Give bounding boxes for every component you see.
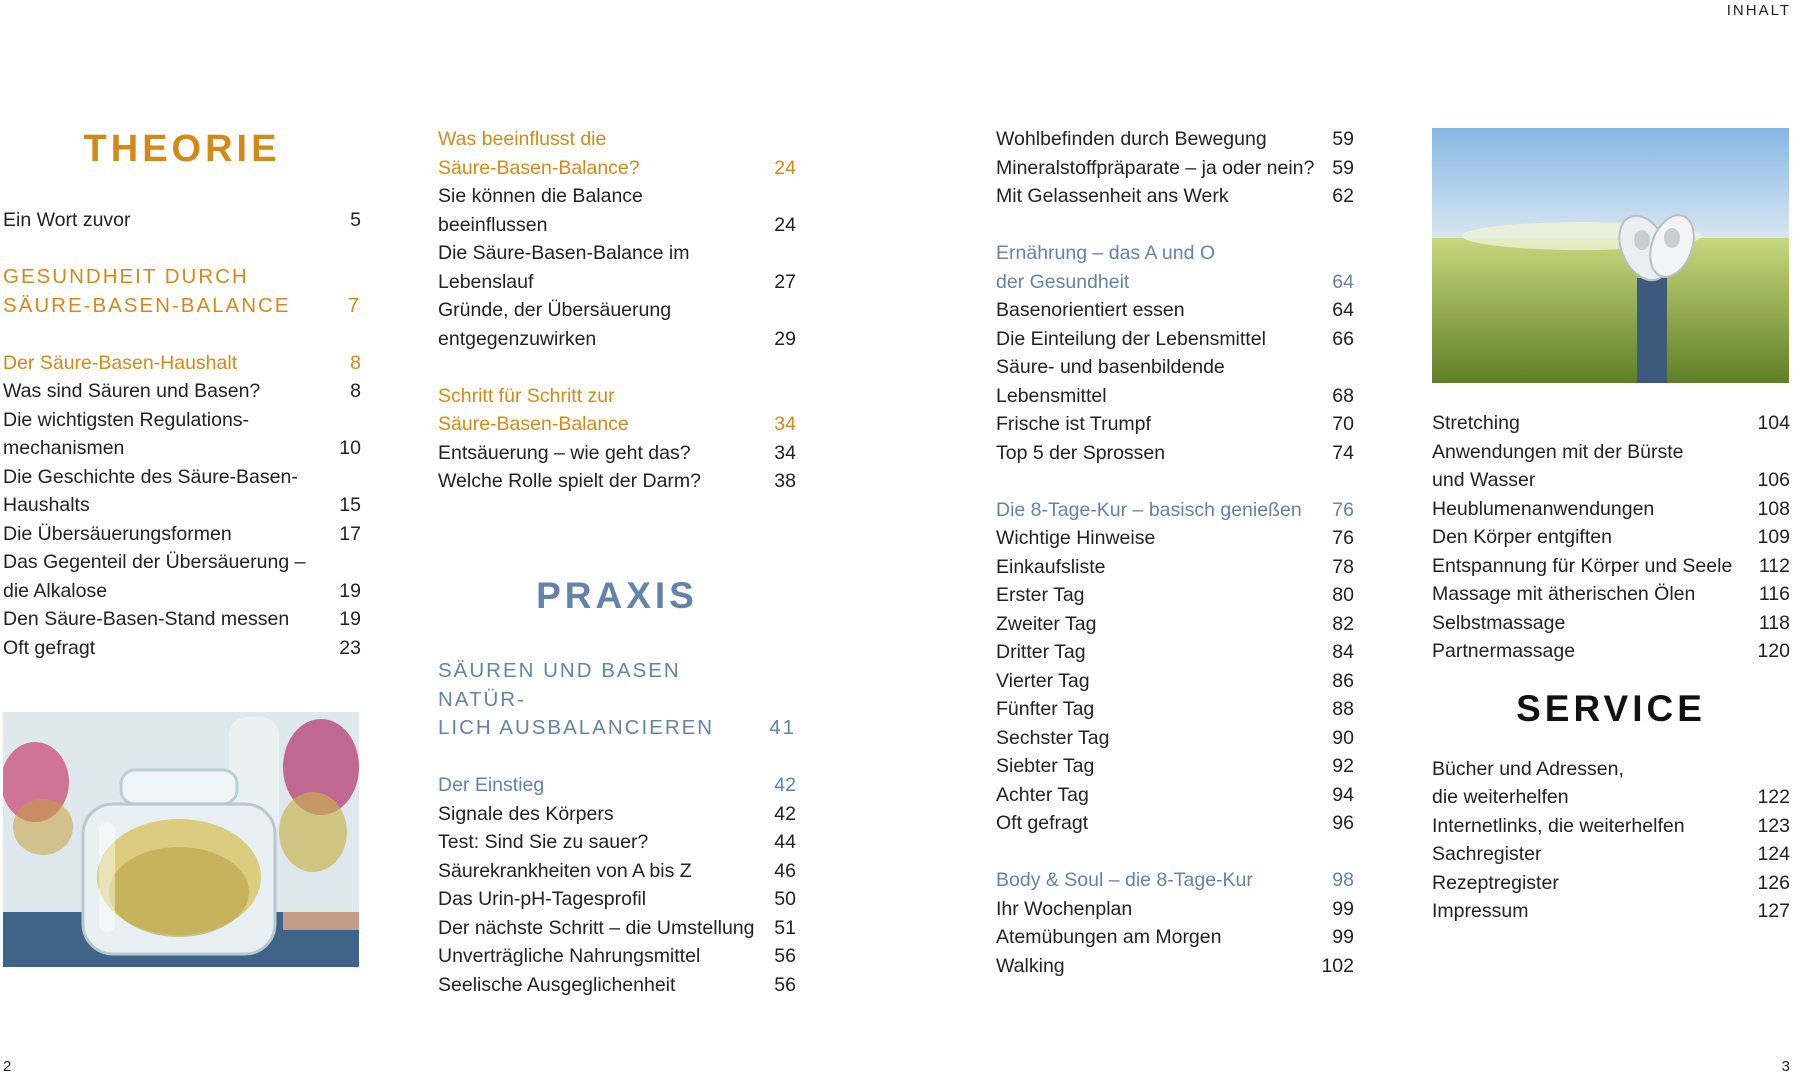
- toc-entry-page: 68: [1332, 384, 1354, 407]
- toc-entry-page: 66: [1332, 327, 1354, 350]
- toc-entry-page: 56: [774, 973, 796, 996]
- toc-entry-page: 123: [1757, 814, 1790, 837]
- toc-entry-page: 98: [1332, 869, 1354, 891]
- page-number-right: 3: [1781, 1058, 1790, 1075]
- toc-subsection-entry[interactable]: [996, 496, 1354, 525]
- toc-entry[interactable]: [1432, 609, 1790, 638]
- toc-entry[interactable]: [3, 434, 361, 463]
- toc-entry-title: die weiterhelfen: [1432, 786, 1569, 808]
- toc-entry-title: Internetlinks, die weiterhelfen: [1432, 814, 1685, 837]
- toc-entry-title: Siebter Tag: [996, 755, 1095, 777]
- toc-entry-page: 109: [1757, 526, 1790, 548]
- toc-entry-page: 44: [774, 831, 796, 853]
- toc-entry-page: 59: [1332, 128, 1354, 150]
- toc-entry-title: SÄUREN UND BASEN NATÜR-: [438, 659, 681, 711]
- toc-entry-page: 56: [774, 945, 796, 967]
- toc-entry-title: Die Geschichte des Säure-Basen-: [3, 465, 298, 488]
- toc-entry[interactable]: [3, 206, 361, 235]
- toc-entry[interactable]: [438, 467, 796, 496]
- toc-entry[interactable]: [438, 828, 796, 857]
- toc-entry-title: Die 8-Tage-Kur – basisch genießen: [996, 498, 1302, 521]
- toc-entry[interactable]: [996, 781, 1354, 810]
- toc-entry[interactable]: [996, 125, 1354, 154]
- toc-entry-page: 19: [339, 608, 361, 630]
- toc-entry-page: 94: [1332, 783, 1354, 806]
- toc-column-2: [438, 125, 796, 996]
- toc-entry-page: 46: [774, 859, 796, 882]
- toc-subsection-entry[interactable]: [996, 239, 1354, 268]
- toc-entry-title: Dritter Tag: [996, 641, 1086, 663]
- toc-entry-page: 126: [1757, 871, 1790, 894]
- toc-entry-title: Sechster Tag: [996, 726, 1110, 749]
- toc-chapter-entry[interactable]: [3, 292, 361, 321]
- toc-entry[interactable]: [438, 942, 796, 971]
- toc-entry[interactable]: [1432, 409, 1790, 438]
- toc-entry[interactable]: [438, 800, 796, 829]
- toc-entry-title: Erster Tag: [996, 584, 1085, 606]
- toc-entry-page: 120: [1757, 640, 1790, 662]
- toc-entry-title: Die wichtigsten Regulations-: [3, 408, 250, 431]
- toc-subsection-entry[interactable]: [996, 866, 1354, 895]
- toc-entry[interactable]: [996, 439, 1354, 468]
- toc-entry[interactable]: [1432, 495, 1790, 524]
- praxis-heading: PRAXIS: [536, 575, 698, 616]
- toc-entry[interactable]: [1432, 466, 1790, 495]
- toc-entry-title: mechanismen: [3, 437, 125, 459]
- toc-entry-title: Das Urin-pH-Tagesprofil: [438, 888, 647, 910]
- toc-entry-title: Gründe, der Übersäuerung: [438, 299, 672, 321]
- toc-column-3: [996, 125, 1354, 980]
- toc-entry[interactable]: [438, 971, 796, 1000]
- toc-entry-page: 102: [1321, 954, 1354, 977]
- toc-entry-page: 42: [774, 802, 796, 825]
- toc-entry[interactable]: [3, 406, 361, 435]
- toc-entry-page: 104: [1757, 412, 1790, 434]
- toc-entry-page: 127: [1757, 900, 1790, 922]
- toc-entry-page: 96: [1332, 812, 1354, 834]
- toc-entry-page: 64: [1332, 299, 1354, 321]
- toc-entry[interactable]: [1432, 897, 1790, 926]
- toc-entry[interactable]: [438, 439, 796, 468]
- toc-entry-page: 92: [1332, 755, 1354, 777]
- toc-entry-page: 15: [339, 494, 361, 516]
- toc-entry-title: GESUNDHEIT DURCH: [3, 265, 249, 288]
- toc-entry-page: 106: [1757, 469, 1790, 491]
- toc-column-4: [1432, 125, 1790, 926]
- toc-entry-title: Ihr Wochenplan: [996, 897, 1133, 920]
- toc-entry[interactable]: [996, 752, 1354, 781]
- toc-entry[interactable]: [438, 296, 796, 325]
- toc-entry[interactable]: [3, 577, 361, 606]
- toc-entry-title: Entspannung für Körper und Seele: [1432, 554, 1733, 577]
- toc-subsection-entry[interactable]: [3, 349, 361, 378]
- toc-entry-page: 8: [350, 380, 361, 402]
- toc-entry-page: 27: [774, 270, 796, 293]
- toc-entry-title: Zweiter Tag: [996, 612, 1097, 635]
- toc-entry-page: 8: [350, 351, 361, 374]
- toc-entry[interactable]: [438, 914, 796, 943]
- toc-entry[interactable]: [1432, 783, 1790, 812]
- toc-entry-title: Haushalts: [3, 494, 90, 516]
- toc-entry-title: Seelische Ausgeglichenheit: [438, 973, 676, 996]
- toc-entry-page: 24: [774, 213, 796, 236]
- toc-entry[interactable]: [3, 463, 361, 492]
- toc-entry-title: Impressum: [1432, 900, 1529, 922]
- toc-chapter-entry[interactable]: [3, 263, 361, 292]
- toc-entry-title: Heublumenanwendungen: [1432, 497, 1655, 520]
- sprouts-illustration: [3, 712, 359, 967]
- toc-entry[interactable]: [3, 634, 361, 663]
- toc-entry[interactable]: [996, 524, 1354, 553]
- toc-entry[interactable]: [438, 239, 796, 268]
- toc-entry-page: 10: [339, 437, 361, 459]
- toc-entry-title: LICH AUSBALANCIEREN: [438, 716, 715, 739]
- toc-entry-page: 84: [1332, 641, 1354, 663]
- toc-entry[interactable]: [996, 952, 1354, 981]
- toc-entry[interactable]: [996, 296, 1354, 325]
- toc-entry-title: Der Einstieg: [438, 774, 545, 796]
- toc-entry-page: 70: [1332, 413, 1354, 435]
- field-illustration: [1432, 128, 1789, 383]
- toc-entry[interactable]: [1432, 812, 1790, 841]
- toc-entry[interactable]: [996, 610, 1354, 639]
- section-label: INHALT: [1726, 2, 1791, 19]
- toc-entry-title: Body & Soul – die 8-Tage-Kur: [996, 869, 1253, 891]
- toc-entry-page: 51: [774, 916, 796, 939]
- toc-subsection-entry[interactable]: [438, 154, 796, 183]
- toc-entry-title: Massage mit ätherischen Ölen: [1432, 583, 1696, 605]
- toc-entry-title: Bücher und Adressen,: [1432, 757, 1624, 780]
- toc-entry-title: Basenorientiert essen: [996, 299, 1185, 321]
- toc-entry-title: Ernährung – das A und O: [996, 242, 1215, 264]
- toc-entry-title: Lebensmittel: [996, 384, 1107, 407]
- sprouts-jar-photo: [3, 712, 359, 967]
- toc-entry-title: Rezeptregister: [1432, 871, 1559, 894]
- toc-entry[interactable]: [1432, 840, 1790, 869]
- toc-entry[interactable]: [438, 857, 796, 886]
- toc-entry[interactable]: [438, 268, 796, 297]
- toc-entry-title: Signale des Körpers: [438, 802, 614, 825]
- toc-entry-page: 41: [769, 716, 796, 739]
- toc-entry-title: Vierter Tag: [996, 669, 1090, 692]
- toc-entry-title: Oft gefragt: [3, 636, 96, 659]
- toc-entry-title: Was sind Säuren und Basen?: [3, 380, 261, 402]
- toc-entry-title: Die Einteilung der Lebensmittel: [996, 327, 1266, 350]
- toc-entry-title: Frische ist Trumpf: [996, 413, 1151, 435]
- toc-subsection-entry[interactable]: [438, 382, 796, 411]
- toc-entry-page: 17: [339, 522, 361, 545]
- toc-entry-title: Sie können die Balance: [438, 185, 643, 207]
- toc-entry-page: 62: [1332, 185, 1354, 207]
- toc-entry-title: Säure-Basen-Balance?: [438, 156, 640, 179]
- toc-entry-page: 34: [774, 413, 796, 435]
- toc-entry-page: 108: [1757, 497, 1790, 520]
- toc-entry-title: entgegenzuwirken: [438, 327, 597, 350]
- toc-entry[interactable]: [1432, 523, 1790, 552]
- toc-entry-title: und Wasser: [1432, 469, 1536, 491]
- toc-entry[interactable]: [3, 548, 361, 577]
- toc-entry-title: Schritt für Schritt zur: [438, 384, 615, 407]
- toc-entry-title: Lebenslauf: [438, 270, 534, 293]
- toc-entry-page: 76: [1332, 498, 1354, 521]
- toc-entry[interactable]: [1432, 552, 1790, 581]
- toc-entry[interactable]: [996, 553, 1354, 582]
- toc-subsection-entry[interactable]: [438, 125, 796, 154]
- toc-entry-page: 19: [339, 579, 361, 602]
- toc-entry-title: Mineralstoffpräparate – ja oder nein?: [996, 156, 1315, 179]
- toc-entry-title: der Gesundheit: [996, 270, 1130, 293]
- toc-entry-page: 124: [1757, 843, 1790, 865]
- toc-entry[interactable]: [438, 182, 796, 211]
- toc-entry-page: 99: [1332, 926, 1354, 948]
- praxis-toc-list: [438, 657, 796, 999]
- toc-entry[interactable]: [996, 410, 1354, 439]
- toc-entry-page: 122: [1757, 786, 1790, 808]
- toc-entry-title: Wichtige Hinweise: [996, 527, 1156, 549]
- toc-entry-page: 50: [774, 888, 796, 910]
- toc-entry-page: 74: [1332, 441, 1354, 464]
- toc-entry-page: 90: [1332, 726, 1354, 749]
- toc-entry-title: Atemübungen am Morgen: [996, 926, 1222, 948]
- toc-entry-title: Sachregister: [1432, 843, 1542, 865]
- toc-entry-page: 76: [1332, 527, 1354, 549]
- toc-entry-title: Wohlbefinden durch Bewegung: [996, 128, 1267, 150]
- toc-entry-title: Stretching: [1432, 412, 1520, 434]
- toc-entry[interactable]: [996, 923, 1354, 952]
- toc-entry-title: Der Säure-Basen-Haushalt: [3, 351, 238, 374]
- toc-entry-title: Partnermassage: [1432, 640, 1576, 662]
- toc-entry[interactable]: [996, 809, 1354, 838]
- toc-entry[interactable]: [996, 695, 1354, 724]
- toc-entry[interactable]: [996, 581, 1354, 610]
- toc-entry[interactable]: [1432, 869, 1790, 898]
- toc-entry-title: Den Körper entgiften: [1432, 526, 1612, 548]
- toc-chapter-entry[interactable]: [438, 714, 796, 743]
- toc-entry[interactable]: [996, 325, 1354, 354]
- toc-entry-page: 64: [1332, 270, 1354, 293]
- toc-entry-title: beeinflussen: [438, 213, 548, 236]
- toc-column-theorie: [3, 125, 361, 662]
- toc-entry-page: 34: [774, 441, 796, 464]
- toc-entry-title: die Alkalose: [3, 579, 108, 602]
- toc-entry[interactable]: [3, 491, 361, 520]
- toc-entry-page: 29: [774, 327, 796, 350]
- toc-entry-title: Säure- und basenbildende: [996, 356, 1225, 378]
- toc-entry-title: SÄURE-BASEN-BALANCE: [3, 293, 291, 317]
- toc-entry[interactable]: [438, 885, 796, 914]
- toc-entry-title: Test: Sind Sie zu sauer?: [438, 831, 649, 853]
- field-shoes-photo: [1432, 128, 1789, 383]
- toc-entry-page: 88: [1332, 698, 1354, 720]
- toc-entry[interactable]: [996, 353, 1354, 382]
- page-number-left: 2: [3, 1058, 12, 1075]
- toc-entry[interactable]: [3, 520, 361, 549]
- service-heading: SERVICE: [1516, 687, 1706, 729]
- toc-entry-title: Das Gegenteil der Übersäuerung –: [3, 551, 306, 573]
- toc-subsection-entry[interactable]: [996, 268, 1354, 297]
- toc-entry-page: 23: [339, 636, 361, 659]
- toc-entry-page: 59: [1332, 156, 1354, 179]
- toc-entry-title: Säurekrankheiten von A bis Z: [438, 859, 692, 882]
- toc-entry[interactable]: [996, 182, 1354, 211]
- toc-entry-title: Ein Wort zuvor: [3, 209, 131, 231]
- toc-entry-title: Säure-Basen-Balance: [438, 413, 629, 435]
- toc-entry-title: Der nächste Schritt – die Umstellung: [438, 916, 755, 939]
- toc-entry[interactable]: [438, 325, 796, 354]
- toc-entry[interactable]: [1432, 438, 1790, 467]
- toc-entry-title: Welche Rolle spielt der Darm?: [438, 470, 701, 492]
- toc-entry-title: Anwendungen mit der Bürste: [1432, 440, 1684, 463]
- toc-entry-page: 99: [1332, 897, 1354, 920]
- toc-entry[interactable]: [3, 605, 361, 634]
- theorie-heading: THEORIE: [83, 128, 281, 170]
- toc-entry[interactable]: [996, 667, 1354, 696]
- toc-entry[interactable]: [996, 382, 1354, 411]
- toc-entry[interactable]: [996, 895, 1354, 924]
- toc-entry-page: 118: [1758, 611, 1790, 634]
- toc-entry-title: Oft gefragt: [996, 812, 1089, 834]
- toc-entry-title: Die Übersäuerungsformen: [3, 522, 232, 545]
- toc-entry[interactable]: [996, 638, 1354, 667]
- toc-entry-title: Einkaufsliste: [996, 555, 1106, 578]
- toc-entry-page: 112: [1758, 554, 1790, 577]
- toc-entry[interactable]: [3, 377, 361, 406]
- toc-subsection-entry[interactable]: [438, 771, 796, 800]
- toc-entry-title: Selbstmassage: [1432, 611, 1566, 634]
- toc-entry-title: Die Säure-Basen-Balance im: [438, 242, 690, 264]
- toc-subsection-entry[interactable]: [438, 410, 796, 439]
- toc-entry-title: Unverträgliche Nahrungsmittel: [438, 945, 701, 967]
- toc-entry-page: 42: [774, 774, 796, 796]
- toc-entry[interactable]: [996, 154, 1354, 183]
- toc-entry-page: 80: [1332, 584, 1354, 606]
- toc-entry-title: Achter Tag: [996, 783, 1089, 806]
- toc-entry[interactable]: [1432, 637, 1790, 666]
- toc-entry-title: Entsäuerung – wie geht das?: [438, 441, 691, 464]
- toc-entry-page: 82: [1332, 612, 1354, 635]
- toc-entry-page: 5: [350, 209, 361, 231]
- toc-entry[interactable]: [438, 211, 796, 240]
- toc-entry-page: 78: [1332, 555, 1354, 578]
- toc-entry-page: 24: [774, 156, 796, 179]
- toc-entry-title: Mit Gelassenheit ans Werk: [996, 185, 1229, 207]
- toc-chapter-entry[interactable]: [438, 657, 796, 714]
- toc-entry-page: 116: [1758, 583, 1790, 605]
- toc-entry-title: Fünfter Tag: [996, 698, 1095, 720]
- toc-entry-page: 38: [774, 470, 796, 492]
- toc-entry[interactable]: [1432, 580, 1790, 609]
- toc-entry[interactable]: [1432, 755, 1790, 784]
- toc-entry-page: 7: [347, 293, 361, 317]
- toc-entry-title: Was beeinflusst die: [438, 128, 607, 150]
- toc-entry-title: Walking: [996, 954, 1065, 977]
- toc-entry-title: Den Säure-Basen-Stand messen: [3, 608, 290, 630]
- toc-entry-page: 86: [1332, 669, 1354, 692]
- toc-entry-title: Top 5 der Sprossen: [996, 441, 1166, 464]
- toc-entry[interactable]: [996, 724, 1354, 753]
